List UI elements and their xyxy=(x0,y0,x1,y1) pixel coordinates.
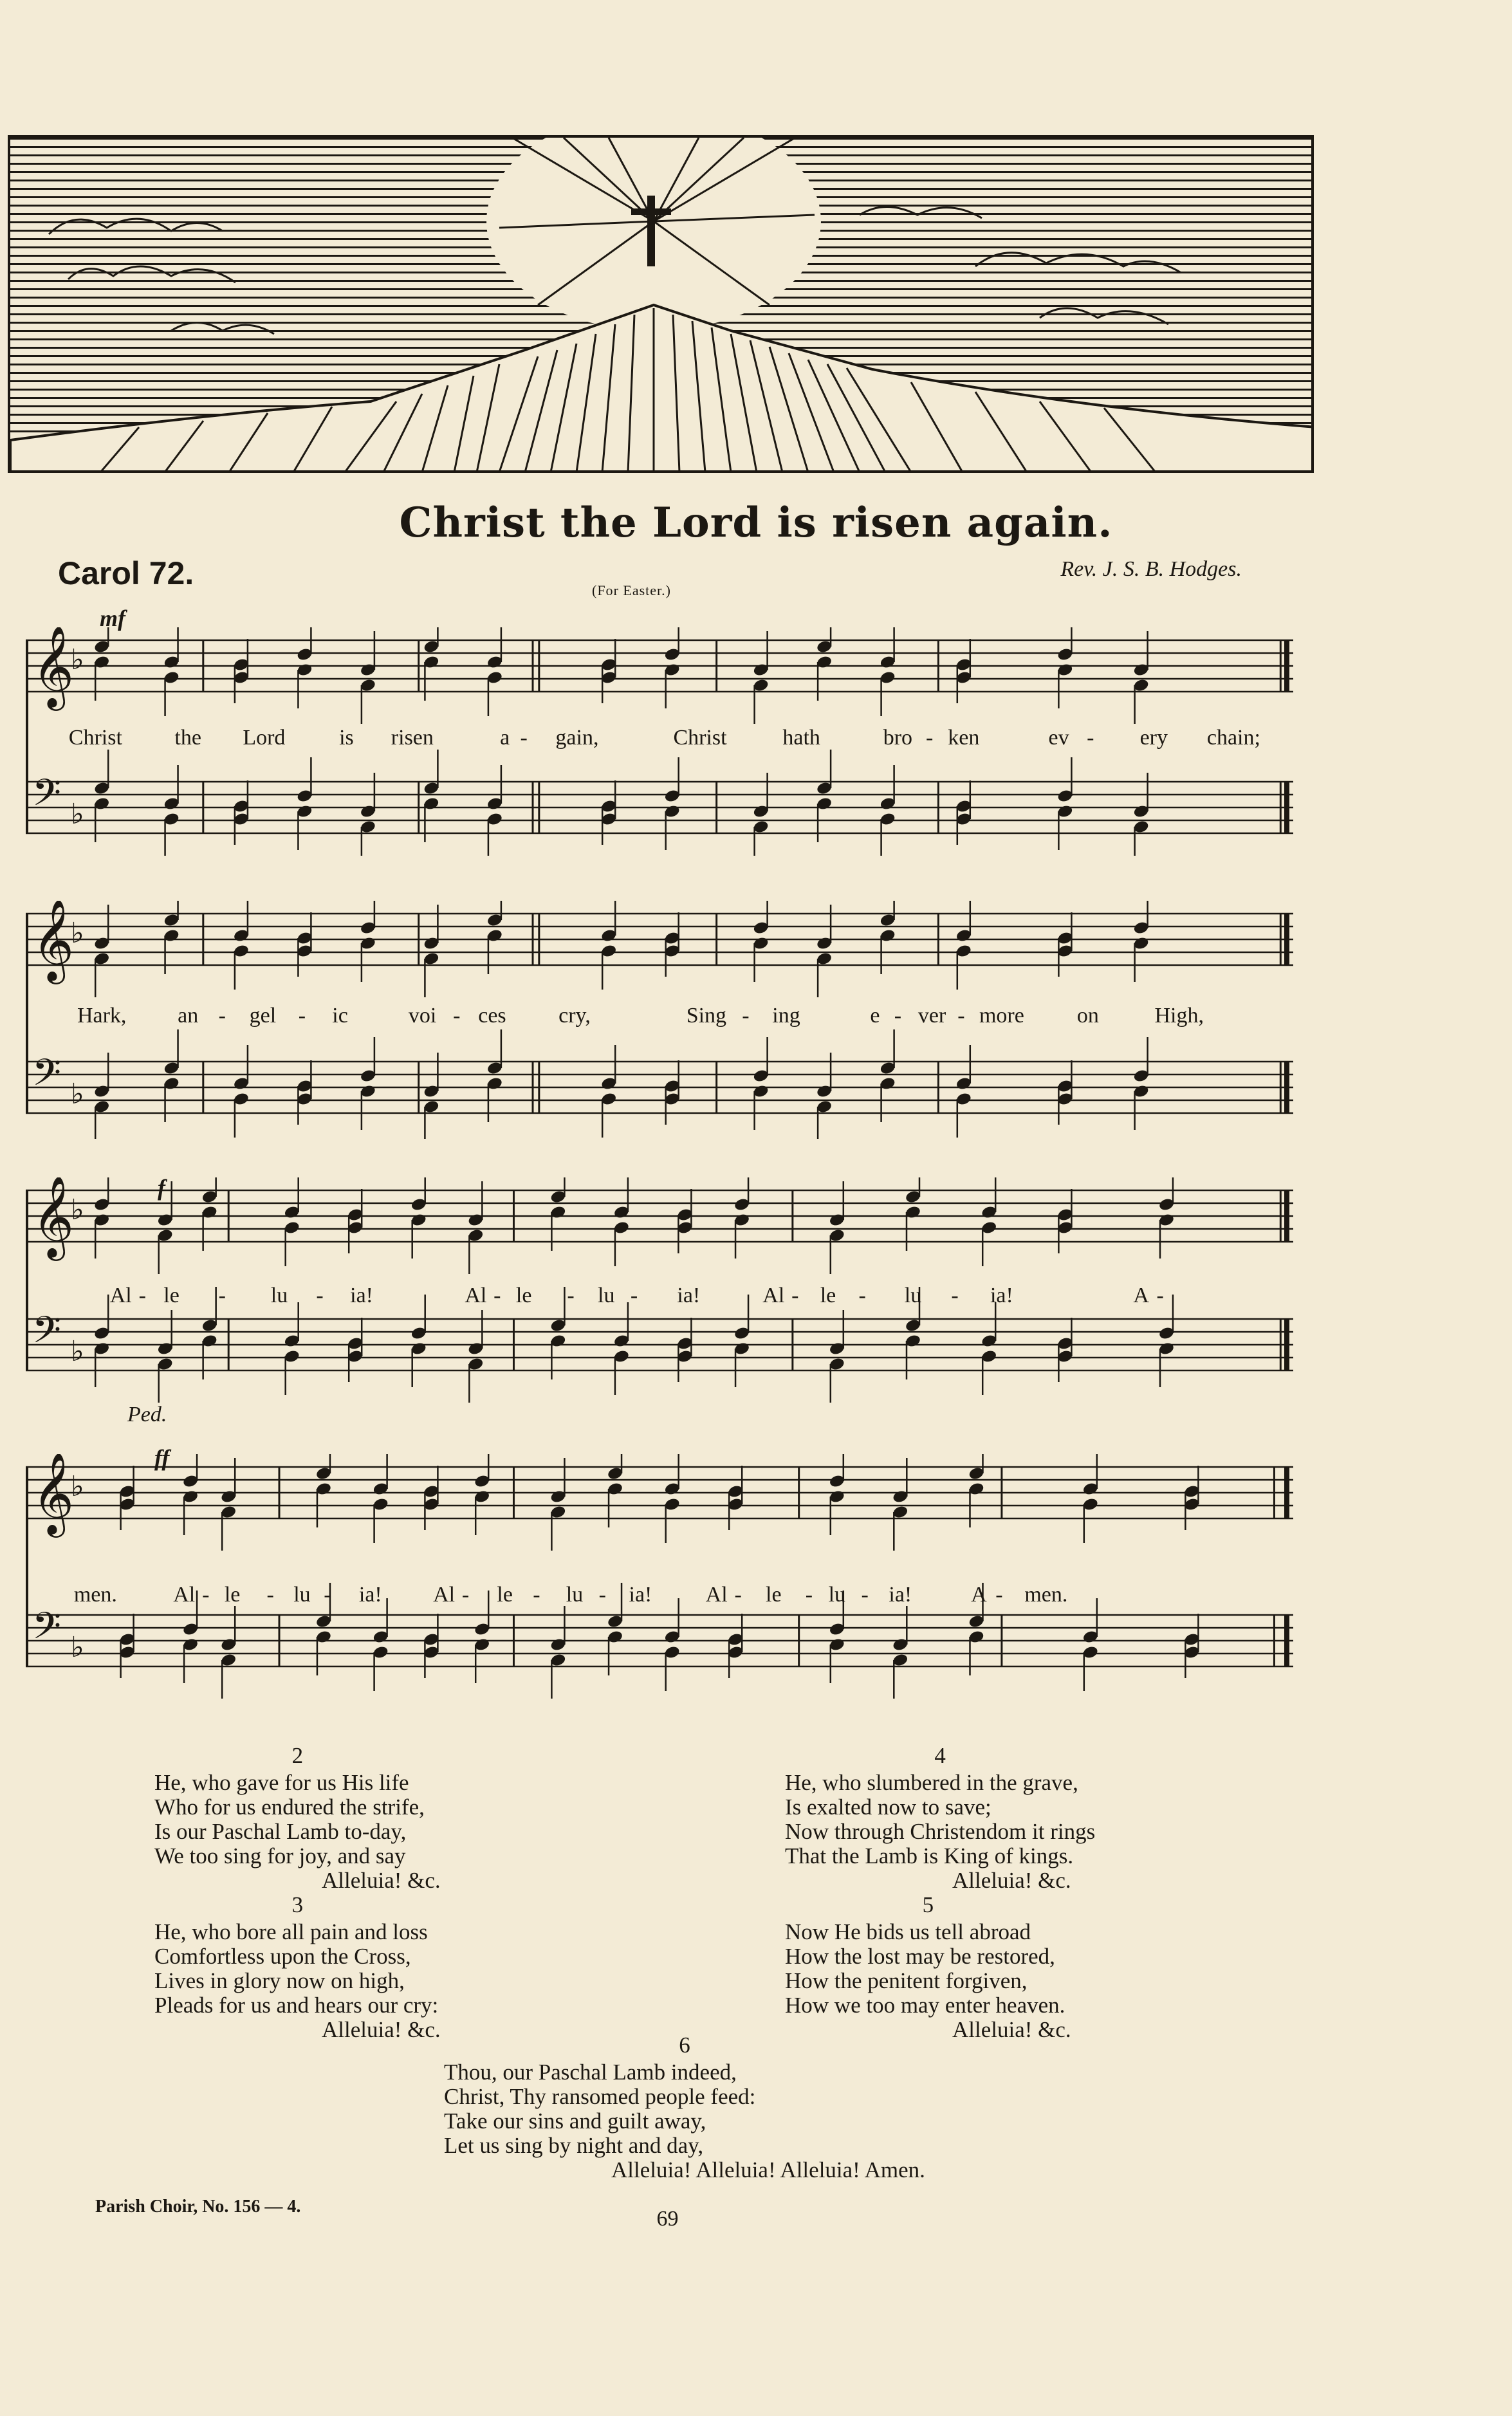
lyric-syllable: cry, xyxy=(558,1004,591,1028)
flat-key-signature-icon: ♭ xyxy=(71,1335,84,1368)
stanza-number: 6 xyxy=(679,2033,690,2058)
hymn-title: Christ the Lord is risen again. xyxy=(399,499,1113,547)
stanza-line: Take our sins and guilt away, xyxy=(444,2108,706,2134)
stanza-line: How the lost may be restored, xyxy=(785,1944,1055,1969)
stanza-3 xyxy=(154,1893,441,2042)
lyric-syllable: men. xyxy=(1024,1583,1068,1607)
lyric-syllable: - xyxy=(742,1004,750,1028)
lyric-syllable: - xyxy=(995,1583,1003,1607)
lyric-syllable: - xyxy=(493,1284,501,1307)
stanza-line: Lives in glory now on high, xyxy=(154,1968,405,1993)
lyric-syllable: Lord xyxy=(243,726,286,750)
header-engraving xyxy=(8,135,1314,473)
lyric-syllable: bro xyxy=(883,726,913,750)
stanza-line: We too sing for joy, and say xyxy=(154,1843,406,1868)
lyrics-line-4 xyxy=(26,1583,1293,1615)
stanza-number: 5 xyxy=(922,1892,934,1917)
lyric-syllable: ia! xyxy=(629,1583,652,1607)
stanza-refrain: Alleluia! &c. xyxy=(952,1868,1071,1893)
stanza-6 xyxy=(444,2033,925,2182)
lyric-syllable: ia! xyxy=(889,1583,912,1607)
lyrics-line-1 xyxy=(26,726,1293,758)
lyric-syllable: - xyxy=(791,1284,799,1307)
stanza-refrain: Alleluia! &c. xyxy=(952,2017,1071,2042)
lyric-syllable: A xyxy=(971,1583,987,1607)
lyrics-line-2 xyxy=(26,1004,1293,1036)
stanza-line: Now He bids us tell abroad xyxy=(785,1919,1031,1944)
lyric-syllable: - xyxy=(957,1004,965,1028)
lyric-syllable: le xyxy=(163,1284,180,1307)
lyric-syllable: - xyxy=(1087,726,1094,750)
lyric-syllable: - xyxy=(894,1004,902,1028)
lyric-syllable: hath xyxy=(782,726,820,750)
dynamic-ff: ff xyxy=(154,1445,170,1471)
lyric-syllable: ev xyxy=(1048,726,1069,750)
flat-key-signature-icon: ♭ xyxy=(71,1631,84,1664)
stanza-line: Is our Paschal Lamb to-day, xyxy=(154,1819,407,1844)
lyric-syllable: voi xyxy=(408,1004,437,1028)
lyric-syllable: ia! xyxy=(990,1284,1013,1307)
lyric-syllable: - xyxy=(520,726,528,750)
lyric-syllable: - xyxy=(734,1583,742,1607)
lyric-syllable: - xyxy=(298,1004,306,1028)
lyric-syllable: gel xyxy=(249,1004,277,1028)
lyric-syllable: lu xyxy=(566,1583,584,1607)
stanza-number: 3 xyxy=(291,1892,304,1917)
flat-key-signature-icon: ♭ xyxy=(71,1078,84,1111)
lyric-syllable: is xyxy=(339,726,354,750)
lyric-syllable: - xyxy=(861,1583,869,1607)
dynamic-mf: mf xyxy=(100,605,125,631)
lyric-syllable: - xyxy=(805,1583,813,1607)
lyric-syllable: - xyxy=(598,1583,607,1607)
stanza-line: He, who slumbered in the grave, xyxy=(785,1770,1078,1795)
lyric-syllable: ia! xyxy=(350,1284,373,1307)
stanza-line: Let us sing by night and day, xyxy=(444,2133,704,2158)
treble-clef-icon: 𝄞 xyxy=(32,901,75,981)
lyric-syllable: le xyxy=(820,1284,836,1307)
lyric-syllable: - xyxy=(202,1583,210,1607)
lyric-syllable: the xyxy=(174,726,201,750)
flat-key-signature-icon: ♭ xyxy=(71,1470,84,1503)
lyric-syllable: a xyxy=(500,726,510,750)
stanza-line: Now through Christendom it rings xyxy=(785,1819,1096,1844)
stanza-refrain: Alleluia! &c. xyxy=(322,2017,441,2042)
lyric-syllable: e xyxy=(870,1004,880,1028)
publication-note: Parish Choir, No. 156 — 4. xyxy=(95,2197,301,2217)
page-number: 69 xyxy=(656,2207,679,2231)
lyric-syllable: lu xyxy=(828,1583,846,1607)
lyric-syllable: Sing xyxy=(686,1004,727,1028)
stanza-line: Who for us endured the strife, xyxy=(154,1794,425,1820)
lyric-syllable: A xyxy=(1133,1284,1149,1307)
lyric-syllable: Christ xyxy=(68,726,122,750)
lyric-syllable: Al xyxy=(465,1284,487,1307)
final-bar-line xyxy=(1284,1467,1289,1518)
stanza-4 xyxy=(785,1744,1095,1893)
lyric-syllable: Al xyxy=(173,1583,196,1607)
bass-clef-icon: 𝄢 xyxy=(32,1604,62,1657)
lyric-syllable: le xyxy=(497,1583,513,1607)
flat-key-signature-icon: ♭ xyxy=(71,1194,84,1226)
stanza-refrain: Alleluia! &c. xyxy=(322,1868,441,1893)
treble-clef-icon: 𝄞 xyxy=(32,1454,75,1534)
stanza-number: 2 xyxy=(291,1743,304,1768)
final-bar-line xyxy=(1284,1615,1289,1666)
flat-key-signature-icon: ♭ xyxy=(71,917,84,950)
lyric-syllable: - xyxy=(453,1004,461,1028)
lyric-syllable: ver xyxy=(917,1004,946,1028)
final-bar-line xyxy=(1284,1190,1289,1242)
lyric-syllable: - xyxy=(266,1583,274,1607)
lyric-syllable: Al xyxy=(705,1583,728,1607)
carol-number: Carol 72. xyxy=(58,555,194,591)
lyric-syllable: - xyxy=(138,1284,146,1307)
flat-key-signature-icon: ♭ xyxy=(71,798,84,831)
lyric-syllable: - xyxy=(567,1284,575,1307)
lyric-syllable: lu xyxy=(904,1284,922,1307)
lyric-syllable: - xyxy=(533,1583,540,1607)
lyric-syllable: - xyxy=(925,726,934,750)
stanza-line: How the penitent forgiven, xyxy=(785,1968,1028,1993)
lyric-syllable: - xyxy=(1156,1284,1164,1307)
lyric-syllable: - xyxy=(461,1583,470,1607)
lyric-syllable: - xyxy=(630,1284,638,1307)
lyric-syllable: ic xyxy=(332,1004,348,1028)
lyric-syllable: - xyxy=(218,1004,226,1028)
stanza-line: Is exalted now to save; xyxy=(785,1794,991,1820)
lyric-syllable: - xyxy=(324,1583,331,1607)
lyric-syllable: ery xyxy=(1139,726,1168,750)
lyric-syllable: ing xyxy=(772,1004,800,1028)
lyric-syllable: ken xyxy=(948,726,980,750)
stanza-number: 4 xyxy=(934,1743,946,1768)
flat-key-signature-icon: ♭ xyxy=(71,643,84,676)
final-bar-line xyxy=(1284,640,1289,692)
stanza-2 xyxy=(154,1744,441,1893)
final-bar-line xyxy=(1284,1062,1289,1113)
lyric-syllable: ces xyxy=(478,1004,506,1028)
lyric-syllable: men. xyxy=(73,1583,117,1607)
lyric-syllable: Al xyxy=(433,1583,456,1607)
lyric-syllable: le xyxy=(515,1284,532,1307)
lyric-syllable: an xyxy=(178,1004,199,1028)
lyric-syllable: ia! xyxy=(358,1583,382,1607)
lyric-syllable: - xyxy=(951,1284,959,1307)
lyric-syllable: le xyxy=(766,1583,782,1607)
stanza-refrain: Alleluia! Alleluia! Alleluia! Amen. xyxy=(611,2157,925,2182)
lyric-syllable: risen xyxy=(391,726,434,750)
lyric-syllable: chain; xyxy=(1206,726,1260,750)
lyric-syllable: on xyxy=(1076,1004,1099,1028)
lyric-syllable: lu xyxy=(598,1284,615,1307)
lyric-syllable: Christ xyxy=(673,726,727,750)
lyric-syllable: Al xyxy=(109,1284,132,1307)
hymn-occasion: (For Easter.) xyxy=(592,582,671,598)
lyric-syllable: gain, xyxy=(555,726,599,750)
hymn-author: Rev. J. S. B. Hodges. xyxy=(1060,557,1242,581)
lyrics-line-3 xyxy=(26,1284,1293,1316)
stanza-line: That the Lamb is King of kings. xyxy=(785,1843,1074,1868)
stanza-5 xyxy=(785,1893,1071,2042)
stanza-line: Comfortless upon the Cross, xyxy=(154,1944,411,1969)
stanza-line: How we too may enter heaven. xyxy=(785,1993,1065,2018)
lyric-syllable: - xyxy=(858,1284,866,1307)
final-bar-line xyxy=(1284,914,1289,965)
bass-clef-icon: 𝄢 xyxy=(32,1051,62,1103)
lyric-syllable: lu xyxy=(293,1583,311,1607)
treble-clef-icon: 𝄞 xyxy=(32,627,75,707)
lyric-syllable: - xyxy=(218,1284,226,1307)
lyric-syllable: lu xyxy=(270,1284,288,1307)
lyric-syllable: High, xyxy=(1154,1004,1204,1028)
final-bar-line xyxy=(1284,1319,1289,1370)
lyric-syllable: Hark, xyxy=(77,1004,127,1028)
lyric-syllable: ia! xyxy=(677,1284,701,1307)
stanza-line: Christ, Thy ransomed people feed: xyxy=(444,2084,756,2109)
stanza-line: Pleads for us and hears our cry: xyxy=(154,1993,439,2018)
stanza-line: He, who gave for us His life xyxy=(154,1770,409,1795)
lyric-syllable: le xyxy=(224,1583,241,1607)
bass-clef-icon: 𝄢 xyxy=(32,771,62,824)
lyric-syllable: Al xyxy=(762,1284,785,1307)
stanza-line: Thou, our Paschal Lamb indeed, xyxy=(444,2060,737,2085)
treble-clef-icon: 𝄞 xyxy=(32,1177,75,1257)
dynamic-f: f xyxy=(158,1175,165,1201)
stanza-line: He, who bore all pain and loss xyxy=(154,1919,428,1944)
lyric-syllable: - xyxy=(316,1284,324,1307)
bass-clef-icon: 𝄢 xyxy=(32,1308,62,1361)
pedal-marking: Ped. xyxy=(127,1403,167,1426)
final-bar-line xyxy=(1284,782,1289,833)
lyric-syllable: more xyxy=(979,1004,1024,1028)
